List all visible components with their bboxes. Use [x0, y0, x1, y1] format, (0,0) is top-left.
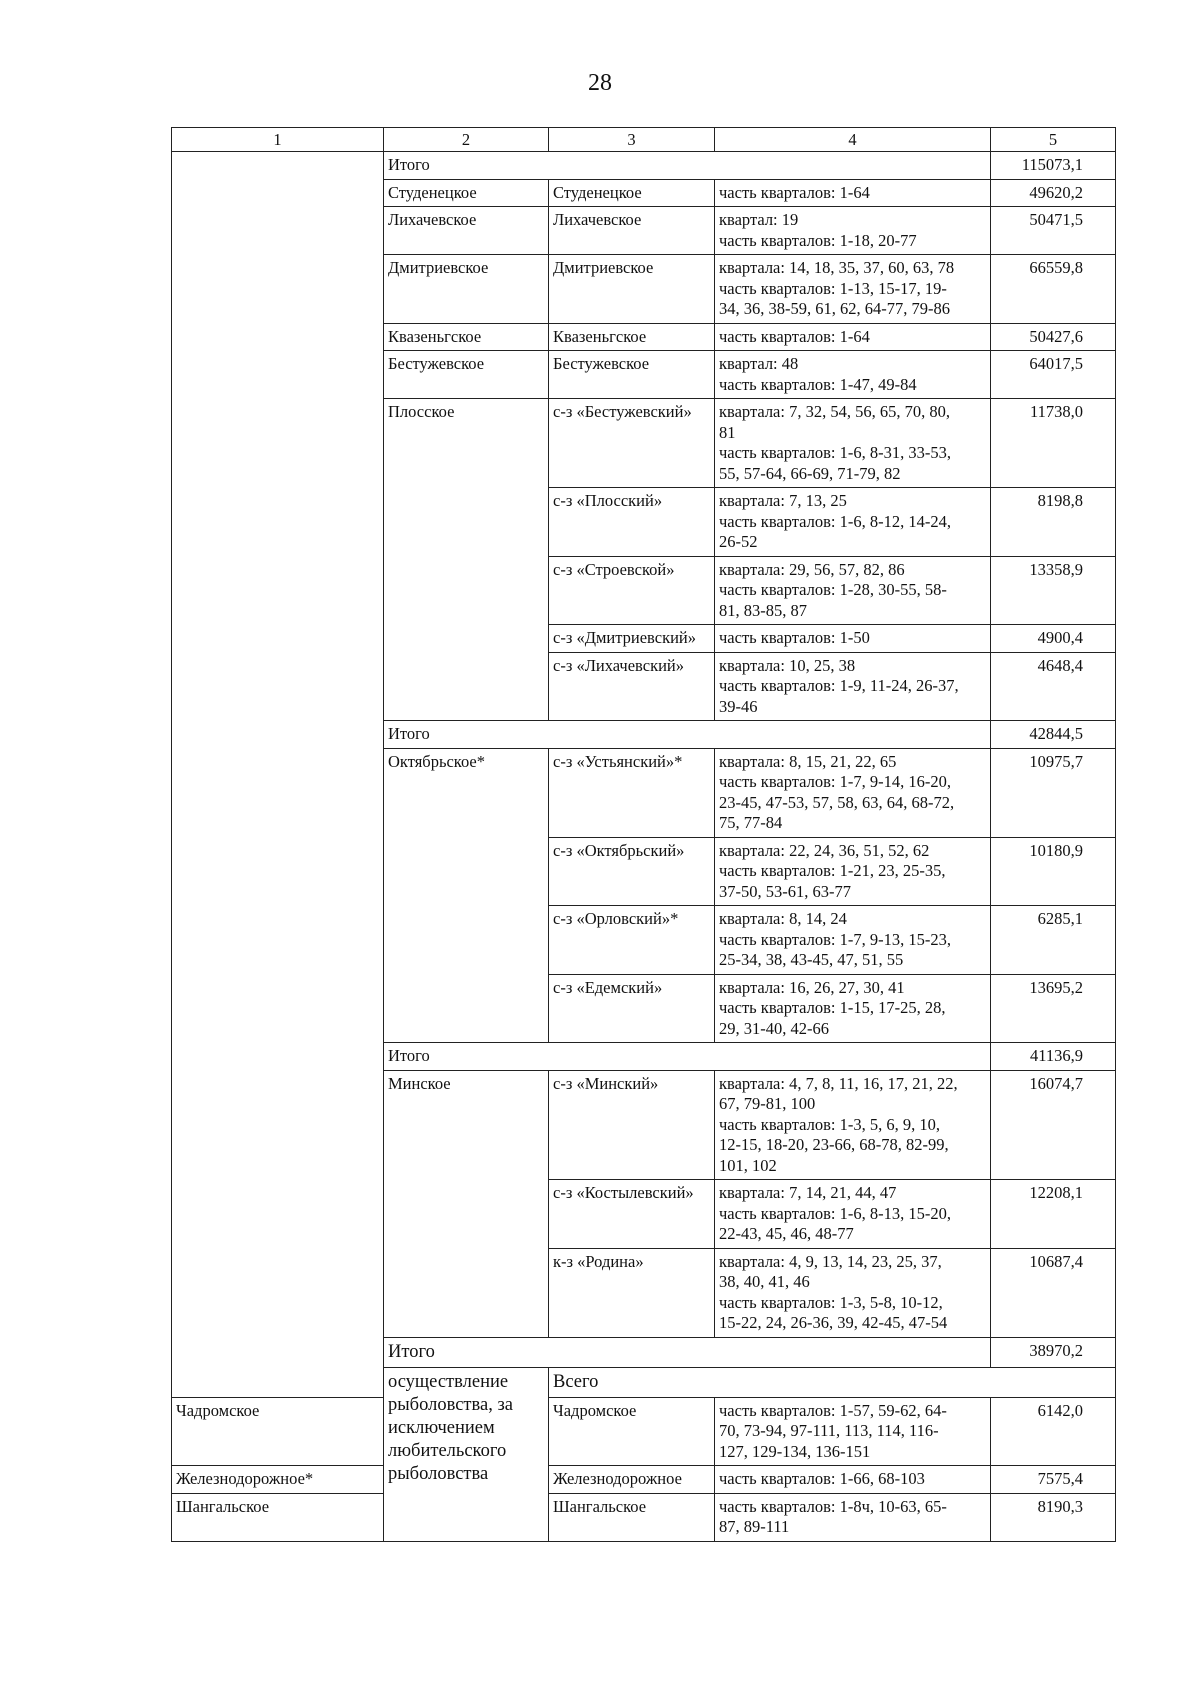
table-row	[172, 1466, 1116, 1494]
header-cell-2: 2	[384, 128, 549, 152]
area-cell: 16074,7	[991, 1070, 1116, 1180]
district-cell: с-з «Дмитриевский»	[549, 625, 715, 653]
quarters-cell: часть кварталов: 1-57, 59-62, 64- 70, 73-94, 97-111, 113, 114, 116- 127, 129-134, 136-151	[715, 1397, 991, 1466]
district-cell: с-з «Октябрьский»	[549, 837, 715, 906]
district-cell: Студенецкое	[549, 179, 715, 207]
area-cell: 8190,3	[991, 1493, 1116, 1541]
area-cell: 10180,9	[991, 837, 1116, 906]
header-cell-1: 1	[172, 128, 384, 152]
quarters-cell: квартала: 14, 18, 35, 37, 60, 63, 78 часть кварталов: 1-13, 15-17, 19- 34, 36, 38-59, 61, 62, 64-77, 79-86	[715, 255, 991, 324]
district-cell: с-з «Плосский»	[549, 488, 715, 557]
district-cell: Лихачевское	[549, 207, 715, 255]
forestry-cell: Шангальское	[172, 1493, 384, 1541]
district-cell: Квазеньгское	[549, 323, 715, 351]
quarters-cell: квартала: 10, 25, 38 часть кварталов: 1-9, 11-24, 26-37, 39-46	[715, 652, 991, 721]
table-row	[172, 1493, 1116, 1541]
table-row	[172, 152, 1116, 180]
quarters-cell: квартал: 19 часть кварталов: 1-18, 20-77	[715, 207, 991, 255]
header-cell-3: 3	[549, 128, 715, 152]
subtotal-value: 38970,2	[991, 1337, 1116, 1367]
forestry-cell: Октябрьское*	[384, 748, 549, 1043]
quarters-cell: квартала: 29, 56, 57, 82, 86 часть кварталов: 1-28, 30-55, 58- 81, 83-85, 87	[715, 556, 991, 625]
area-cell: 13695,2	[991, 974, 1116, 1043]
district-cell: Железнодорожное	[549, 1466, 715, 1494]
forestry-cell: Железнодорожное*	[172, 1466, 384, 1494]
quarters-cell: квартала: 22, 24, 36, 51, 52, 62 часть кварталов: 1-21, 23, 25-35, 37-50, 53-61, 63-77	[715, 837, 991, 906]
subtotal-label: Итого	[384, 1043, 991, 1071]
area-cell: 10687,4	[991, 1248, 1116, 1337]
district-cell: к-з «Родина»	[549, 1248, 715, 1337]
quarters-cell: квартала: 4, 9, 13, 14, 23, 25, 37, 38, 40, 41, 46 часть кварталов: 1-3, 5-8, 10-12, 15-22, 24, 26-36, 39, 42-45, 47-54	[715, 1248, 991, 1337]
total-label: Всего	[549, 1367, 1116, 1397]
quarters-cell: квартал: 48 часть кварталов: 1-47, 49-84	[715, 351, 991, 399]
table-header-row	[172, 128, 1116, 152]
quarters-cell: часть кварталов: 1-64	[715, 323, 991, 351]
quarters-cell: квартала: 4, 7, 8, 11, 16, 17, 21, 22, 67, 79-81, 100 часть кварталов: 1-3, 5, 6, 9, 10, 12-15, 18-20, 23-66, 68-78, 82-99, 101, 102	[715, 1070, 991, 1180]
district-cell: Чадромское	[549, 1397, 715, 1466]
area-cell: 6142,0	[991, 1397, 1116, 1466]
area-cell: 11738,0	[991, 399, 1116, 488]
header-cell-5: 5	[991, 128, 1116, 152]
activity-type-cell: осуществление рыболовства, за исключением любительского рыболовства	[384, 1367, 549, 1541]
quarters-cell: часть кварталов: 1-8ч, 10-63, 65- 87, 89-111	[715, 1493, 991, 1541]
area-cell: 50427,6	[991, 323, 1116, 351]
forestry-cell: Дмитриевское	[384, 255, 549, 324]
forestry-cell: Плосское	[384, 399, 549, 721]
area-cell: 4900,4	[991, 625, 1116, 653]
quarters-cell: квартала: 16, 26, 27, 30, 41 часть кварталов: 1-15, 17-25, 28, 29, 31-40, 42-66	[715, 974, 991, 1043]
subtotal-label: Итого	[384, 721, 991, 749]
district-cell: с-з «Строевской»	[549, 556, 715, 625]
quarters-cell: часть кварталов: 1-66, 68-103	[715, 1466, 991, 1494]
subtotal-value: 41136,9	[991, 1043, 1116, 1071]
area-cell: 12208,1	[991, 1180, 1116, 1249]
area-cell: 49620,2	[991, 179, 1116, 207]
area-cell: 8198,8	[991, 488, 1116, 557]
quarters-cell: квартала: 7, 13, 25 часть кварталов: 1-6, 8-12, 14-24, 26-52	[715, 488, 991, 557]
district-cell: с-з «Лихачевский»	[549, 652, 715, 721]
area-cell: 10975,7	[991, 748, 1116, 837]
district-cell: Бестужевское	[549, 351, 715, 399]
forestry-cell: Лихачевское	[384, 207, 549, 255]
area-cell: 7575,4	[991, 1466, 1116, 1494]
forestry-cell: Бестужевское	[384, 351, 549, 399]
table-row	[172, 1397, 1116, 1466]
activity-cell-empty	[172, 152, 384, 1398]
area-cell: 4648,4	[991, 652, 1116, 721]
quarters-cell: часть кварталов: 1-64	[715, 179, 991, 207]
area-cell: 50471,5	[991, 207, 1116, 255]
allocation-table	[171, 127, 1116, 1542]
district-cell: с-з «Костылевский»	[549, 1180, 715, 1249]
subtotal-label: Итого	[384, 1337, 991, 1367]
subtotal-label: Итого	[384, 152, 991, 180]
forestry-cell: Чадромское	[172, 1397, 384, 1466]
quarters-cell: часть кварталов: 1-50	[715, 625, 991, 653]
quarters-cell: квартала: 7, 14, 21, 44, 47 часть кварталов: 1-6, 8-13, 15-20, 22-43, 45, 46, 48-77	[715, 1180, 991, 1249]
area-cell: 64017,5	[991, 351, 1116, 399]
forestry-cell: Студенецкое	[384, 179, 549, 207]
forestry-cell: Минское	[384, 1070, 549, 1337]
district-cell: с-з «Минский»	[549, 1070, 715, 1180]
district-cell: Шангальское	[549, 1493, 715, 1541]
district-cell: с-з «Устьянский»*	[549, 748, 715, 837]
area-cell: 66559,8	[991, 255, 1116, 324]
quarters-cell: квартала: 8, 14, 24 часть кварталов: 1-7, 9-13, 15-23, 25-34, 38, 43-45, 47, 51, 55	[715, 906, 991, 975]
district-cell: с-з «Бестужевский»	[549, 399, 715, 488]
area-cell: 6285,1	[991, 906, 1116, 975]
forestry-cell: Квазеньгское	[384, 323, 549, 351]
page-number: 28	[588, 70, 612, 96]
district-cell: Дмитриевское	[549, 255, 715, 324]
subtotal-value: 42844,5	[991, 721, 1116, 749]
subtotal-value: 115073,1	[991, 152, 1116, 180]
district-cell: с-з «Орловский»*	[549, 906, 715, 975]
header-cell-4: 4	[715, 128, 991, 152]
district-cell: с-з «Едемский»	[549, 974, 715, 1043]
area-cell: 13358,9	[991, 556, 1116, 625]
quarters-cell: квартала: 8, 15, 21, 22, 65 часть кварталов: 1-7, 9-14, 16-20, 23-45, 47-53, 57, 58, 63, 64, 68-72, 75, 77-84	[715, 748, 991, 837]
quarters-cell: квартала: 7, 32, 54, 56, 65, 70, 80, 81 часть кварталов: 1-6, 8-31, 33-53, 55, 57-64, 66-69, 71-79, 82	[715, 399, 991, 488]
